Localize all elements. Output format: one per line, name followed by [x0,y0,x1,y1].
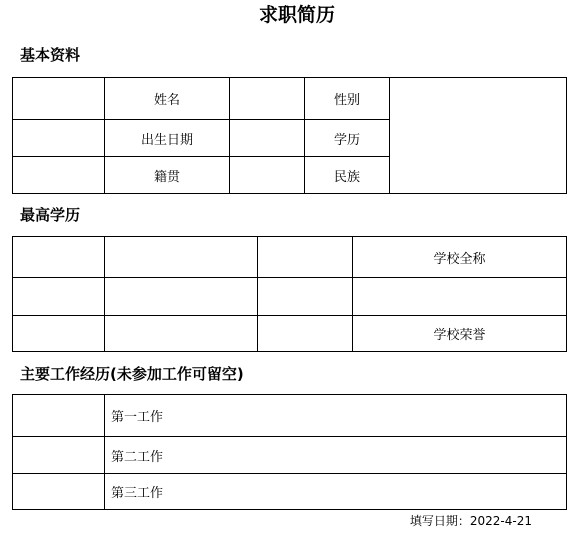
section-heading-work: 主要工作经历(未参加工作可留空) [20,365,244,383]
job3-label[interactable]: 第三工作 [105,474,567,510]
section-heading-education: 最高学历 [20,206,81,224]
blank-cell[interactable] [13,474,105,510]
job1-label[interactable]: 第一工作 [105,395,567,437]
birth-label: 出生日期 [105,120,230,157]
fill-date-value: 2022-4-21 [469,514,532,528]
ethnicity-label: 民族 [305,157,390,194]
blank-cell[interactable] [105,278,258,316]
education-table [12,236,567,352]
blank-cell[interactable] [13,120,105,157]
table-row [13,437,567,474]
blank-cell[interactable] [258,316,353,352]
basic-info-table [12,77,567,194]
blank-cell[interactable] [105,316,258,352]
origin-label: 籍贯 [105,157,230,194]
blank-cell[interactable] [258,237,353,278]
table-row [13,316,567,352]
blank-cell[interactable] [13,157,105,194]
blank-cell[interactable] [105,237,258,278]
blank-cell[interactable] [13,78,105,120]
name-label: 姓名 [105,78,230,120]
blank-cell[interactable] [13,278,105,316]
birth-value-cell[interactable] [230,120,305,157]
section-heading-basic: 基本资料 [20,46,81,64]
job2-label[interactable]: 第二工作 [105,437,567,474]
blank-cell[interactable] [258,278,353,316]
school-honor-label: 学校荣誉 [353,316,567,352]
table-row [13,474,567,510]
work-table [12,394,567,510]
blank-cell[interactable] [13,395,105,437]
blank-cell[interactable] [353,278,567,316]
fill-date-label: 填写日期： [409,514,470,528]
table-row [13,395,567,437]
table-row [13,78,567,120]
origin-value-cell[interactable] [230,157,305,194]
blank-cell[interactable] [13,316,105,352]
table-row [13,278,567,316]
name-value-cell[interactable] [230,78,305,120]
blank-cell[interactable] [13,437,105,474]
photo-cell[interactable] [390,78,567,194]
school-fullname-label: 学校全称 [353,237,567,278]
fill-date [410,512,532,530]
table-row [13,237,567,278]
blank-cell[interactable] [13,237,105,278]
gender-label: 性别 [305,78,390,120]
page-title: 求职简历 [258,4,335,26]
education-label: 学历 [305,120,390,157]
